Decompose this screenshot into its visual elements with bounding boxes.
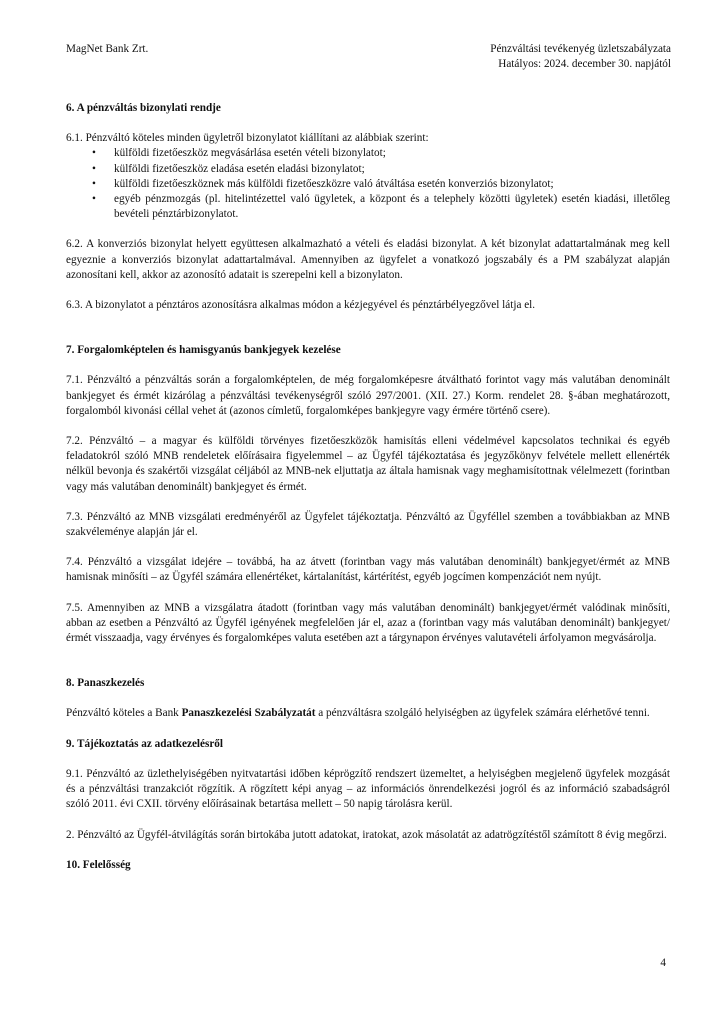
paragraph-6-3: 6.3. A bizonylatot a pénztáros azonosításra alkalmas módon a kézjegyével és pénztárbélyegzővel látja el. (66, 299, 536, 312)
list-item: • külföldi fizetőeszköz eladása esetén eladási bizonylatot; (114, 162, 670, 177)
paragraph-8-1 (66, 706, 670, 721)
paragraph-8-1-text-after: a pénzváltásra szolgáló helyiségben az ügyfelek számára elérhetővé tenni. (315, 707, 650, 720)
page-number: 4 (660, 957, 666, 969)
section-6-heading: 6. A pénzváltás bizonylati rendje (66, 102, 221, 114)
paragraph-7-4: 7.4. Pénzváltó a vizsgálat idejére – továbbá, ha az átvett (forintban vagy más valutában denominált) bankjegyet/érmét az MNB hamisnak minősíti – az Ügyfél számára ellenértéket, kártalanítást, kártérítést, egyéb jogcímen kompenzációt nem nyújt. (66, 556, 670, 584)
paragraph-7-2: 7.2. Pénzváltó – a magyar és külföldi törvényes fizetőeszközök hamisítás elleni védelmével kapcsolatos technikai és egyéb feladatokról szóló MNB rendeletek előírásaira figyelemmel – az Ügyfél tájékoztatása és jegyzőkönyv felvétele mellett ellenérték nélkül bevonja és szakértői vizsgálat céljából az MNB-nek eljuttatja az általa hamisnak vagy meghamisítottnak vélelmezett (forintban vagy más valutában denominált) bankjegyet és érmét. (66, 435, 670, 493)
paragraph-6-2: 6.2. A konverziós bizonylat helyett együttesen alkalmazható a vételi és eladási bizonylat. A két bizonylat adattartalmának meg kell egyeznie a konverziós bizonylat adattartalmával. Amennyiben az ügyfelet a vonatkozó jogszabály és a PM szabályzat alapján azonosítani kell, akkor az azonosító adatait is szerepelni kell a bizonylaton. (66, 238, 670, 281)
receipt-types-list (66, 146, 670, 222)
paragraph-7-5: 7.5. Amennyiben az MNB a vizsgálatra átadott (forintban vagy más valutában denominált) bankjegyet/érmét valódinak minősíti, abban az esetben a Pénzváltó az Ügyfél igényének megfelelően jár el, azaz a (forintban vagy más valutában denominált) bankjegyet/érmét visszaadja, vagy érvényes és forgalomképes valuta esetében azt a tárgynapon érvényes valutavételi árfolyamon megvásárolja. (66, 601, 670, 645)
section-9-heading: 9. Tájékoztatás az adatkezelésről (66, 737, 224, 750)
list-item: • egyéb pénzmozgás (pl. hitelintézettel való ügyletek, a központ és a telephely közötti ügyletek) esetén kiadási, illetőleg bevételi pénztárbizonylatot. (114, 192, 670, 222)
section-8-heading: 8. Panaszkezelés (66, 677, 145, 690)
paragraph-8-1-text-before: Pénzváltó köteles a Bank (66, 707, 182, 720)
document-body (66, 101, 670, 873)
list-item: • külföldi fizetőeszköz megvásárlása esetén vételi bizonylatot; (114, 146, 670, 161)
complaint-policy-reference: Panaszkezelési Szabályzatát (181, 707, 316, 720)
section-7-heading: 7. Forgalomképtelen és hamisgyanús bankjegyek kezelése (66, 344, 341, 357)
header-document-title: Pénzváltási tevékenyég üzletszabályzata (490, 43, 671, 55)
section-10-heading: 10. Felelősség (66, 858, 131, 871)
paragraph-7-3: 7.3. Pénzváltó az MNB vizsgálati eredményéről az Ügyfelet tájékoztatja. Pénzváltó az Ügyféllel szemben a továbbiakban az MNB szakvéleménye alapján jár el. (66, 510, 670, 539)
list-item: • külföldi fizetőeszköznek más külföldi fizetőeszközre való átváltása esetén konverziós bizonylatot; (114, 177, 670, 192)
header-bank-name: MagNet Bank Zrt. (66, 43, 149, 55)
header-document-info (490, 42, 671, 72)
paragraph-9-1: 9.1. Pénzváltó az üzlethelyiségében nyitvatartási időben képrögzítő rendszert üzemeltet, a helyiségben megjelenő ügyfelek mozgását és a pénzváltási tranzakciót rögzítik. A rögzített képi anyag – az információs önrendelkezési jogról és az információ szabadságról szóló 2011. évi CXII. törvény előírásainak betartása mellett – 50 napig tárolásra kerül. (66, 767, 670, 811)
paragraph-7-1: 7.1. Pénzváltó a pénzváltás során a forgalomképtelen, de még forgalomképesre átváltható forintot vagy más valutában denominált bankjegyet és érmét kizárólag a pénzváltási tevékenységről szóló 297/2001. (XII. 27.) Korm. rendelet 28. §-ában meghatározott, forgalomból kivonási céllal vehet át (azonos címletű, forgalomképes bankjegyre vagy érmére történő csere). (66, 374, 670, 417)
paragraph-6-1-intro: 6.1. Pénzváltó köteles minden ügyletről bizonylatot kiállítani az alábbiak szerint: (66, 132, 429, 145)
paragraph-9-2: 2. Pénzváltó az Ügyfél-átvilágítás során birtokába jutott adatokat, iratokat, azok másolatát az adatrögzítéstől számított 8 évig megőrzi. (66, 828, 667, 841)
header-effective-date: Hatályos: 2024. december 30. napjától (498, 58, 671, 71)
